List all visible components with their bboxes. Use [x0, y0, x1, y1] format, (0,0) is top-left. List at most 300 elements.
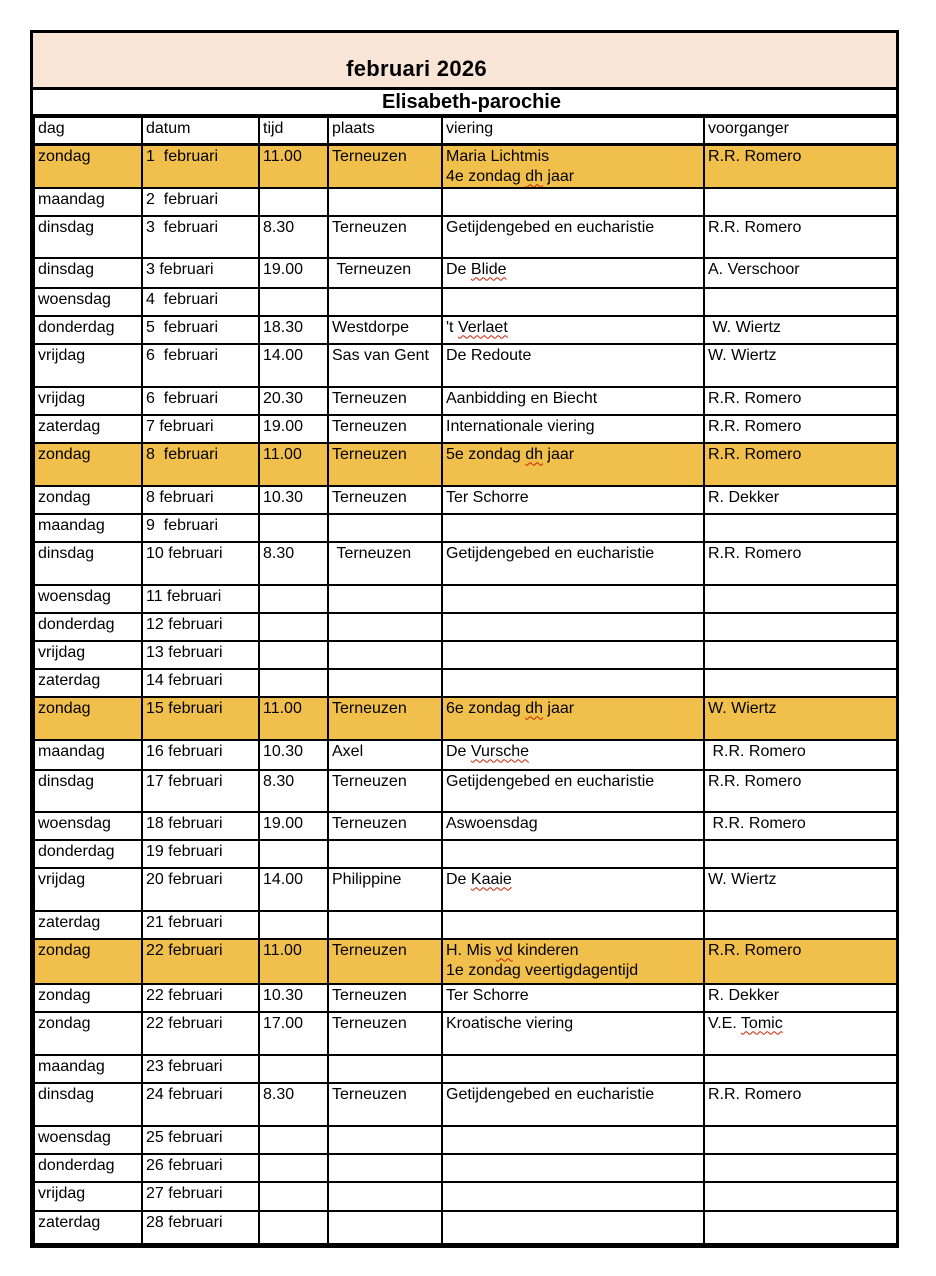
- cell-tijd: [259, 911, 328, 939]
- cell-plaats: [328, 1182, 442, 1211]
- cell-dag: zondag: [34, 144, 142, 188]
- cell-datum: 11 februari: [142, 585, 259, 613]
- cell-plaats: [328, 1055, 442, 1083]
- cell-voorganger: R.R. Romero: [704, 939, 897, 984]
- cell-datum: 6 februari: [142, 344, 259, 387]
- cell-voorganger: R. Dekker: [704, 486, 897, 514]
- cell-voorganger: R.R. Romero: [704, 415, 897, 443]
- viering-line: [446, 218, 701, 238]
- schedule-row: [34, 939, 897, 984]
- cell-dag: maandag: [34, 514, 142, 542]
- cell-dag: dinsdag: [34, 1083, 142, 1126]
- cell-voorganger: R.R. Romero: [704, 144, 897, 188]
- text-segment: jaar: [542, 445, 575, 463]
- cell-viering: [442, 144, 704, 188]
- schedule-row: [34, 443, 897, 486]
- cell-plaats: Terneuzen: [328, 984, 442, 1012]
- cell-plaats: Westdorpe: [328, 316, 442, 344]
- cell-datum: 20 februari: [142, 868, 259, 911]
- cell-datum: 23 februari: [142, 1055, 259, 1083]
- cell-viering: [442, 911, 704, 939]
- text-segment: 1e zondag veertigdagentijd: [446, 961, 639, 979]
- cell-dag: zondag: [34, 1012, 142, 1055]
- text-segment: Aswoensdag: [446, 814, 538, 832]
- cell-tijd: [259, 840, 328, 868]
- cell-dag: vrijdag: [34, 387, 142, 415]
- cell-dag: dinsdag: [34, 258, 142, 288]
- cell-datum: 13 februari: [142, 641, 259, 669]
- text-segment: Ter Schorre: [446, 488, 529, 506]
- cell-dag: donderdag: [34, 316, 142, 344]
- cell-plaats: [328, 1126, 442, 1154]
- viering-line: [446, 699, 701, 719]
- text-segment: Internationale viering: [446, 417, 595, 435]
- cell-dag: maandag: [34, 740, 142, 770]
- schedule-row: [34, 415, 897, 443]
- cell-plaats: Terneuzen: [328, 939, 442, 984]
- cell-voorganger: R.R. Romero: [704, 770, 897, 812]
- viering-line: [446, 1085, 701, 1105]
- cell-datum: 3 februari: [142, 216, 259, 258]
- text-segment: Getijdengebed en eucharistie: [446, 218, 655, 236]
- schedule-row: [34, 1012, 897, 1055]
- cell-tijd: 17.00: [259, 1012, 328, 1055]
- misspelled-word: Vursche: [470, 742, 530, 760]
- cell-plaats: Terneuzen: [328, 1083, 442, 1126]
- cell-datum: 16 februari: [142, 740, 259, 770]
- cell-viering: [442, 1083, 704, 1126]
- cell-dag: zondag: [34, 443, 142, 486]
- text-segment: jaar: [542, 699, 575, 717]
- cell-viering: [442, 1211, 704, 1244]
- column-header-plaats: plaats: [328, 117, 442, 144]
- viering-line: [446, 1014, 701, 1034]
- cell-dag: dinsdag: [34, 770, 142, 812]
- cell-dag: dinsdag: [34, 542, 142, 585]
- text-segment: 4e zondag: [446, 167, 526, 185]
- schedule-row: [34, 840, 897, 868]
- text-segment: De: [446, 870, 471, 888]
- cell-dag: maandag: [34, 188, 142, 216]
- cell-dag: woensdag: [34, 812, 142, 840]
- schedule-row: [34, 770, 897, 812]
- cell-datum: 8 februari: [142, 486, 259, 514]
- column-header-tijd: tijd: [259, 117, 328, 144]
- cell-viering: [442, 415, 704, 443]
- cell-plaats: Terneuzen: [328, 258, 442, 288]
- cell-tijd: 19.00: [259, 258, 328, 288]
- cell-dag: woensdag: [34, 1126, 142, 1154]
- cell-tijd: [259, 188, 328, 216]
- cell-datum: 22 februari: [142, 1012, 259, 1055]
- cell-plaats: Terneuzen: [328, 697, 442, 740]
- cell-voorganger: [704, 1012, 897, 1055]
- cell-dag: maandag: [34, 1055, 142, 1083]
- cell-dag: donderdag: [34, 1154, 142, 1182]
- cell-datum: 26 februari: [142, 1154, 259, 1182]
- cell-plaats: Philippine: [328, 868, 442, 911]
- cell-tijd: [259, 585, 328, 613]
- cell-viering: [442, 1055, 704, 1083]
- cell-datum: 7 februari: [142, 415, 259, 443]
- text-segment: 't: [446, 318, 458, 336]
- schedule-table: [33, 116, 898, 1245]
- text-segment: 5e zondag: [446, 445, 526, 463]
- cell-datum: 22 februari: [142, 984, 259, 1012]
- schedule-row: [34, 387, 897, 415]
- cell-plaats: Terneuzen: [328, 542, 442, 585]
- text-segment: Getijdengebed en eucharistie: [446, 772, 655, 790]
- cell-tijd: [259, 1182, 328, 1211]
- cell-plaats: [328, 1154, 442, 1182]
- cell-datum: 4 februari: [142, 288, 259, 316]
- viering-line: [446, 986, 701, 1006]
- misspelled-word: dh: [525, 167, 543, 185]
- cell-dag: vrijdag: [34, 344, 142, 387]
- cell-viering: [442, 770, 704, 812]
- cell-dag: vrijdag: [34, 641, 142, 669]
- cell-viering: [442, 443, 704, 486]
- column-header-voorganger: voorganger: [704, 117, 897, 144]
- cell-tijd: [259, 613, 328, 641]
- text-segment: Maria Lichtmis: [446, 147, 550, 165]
- cell-plaats: Terneuzen: [328, 1012, 442, 1055]
- schedule-row: [34, 316, 897, 344]
- cell-dag: zaterdag: [34, 911, 142, 939]
- viering-line: [446, 167, 701, 187]
- cell-plaats: Terneuzen: [328, 812, 442, 840]
- cell-tijd: 11.00: [259, 144, 328, 188]
- cell-viering: [442, 1182, 704, 1211]
- text-segment: Aanbidding en Biecht: [446, 389, 598, 407]
- cell-plaats: Terneuzen: [328, 770, 442, 812]
- schedule-table-body: [34, 144, 897, 1244]
- cell-viering: [442, 486, 704, 514]
- cell-datum: 15 februari: [142, 697, 259, 740]
- cell-voorganger: R.R. Romero: [704, 1083, 897, 1126]
- cell-voorganger: [704, 911, 897, 939]
- viering-line: [446, 445, 701, 465]
- text-segment: kinderen: [512, 941, 579, 959]
- cell-voorganger: W. Wiertz: [704, 868, 897, 911]
- schedule-document: [30, 30, 899, 1248]
- cell-datum: 6 februari: [142, 387, 259, 415]
- cell-viering: [442, 697, 704, 740]
- cell-tijd: [259, 1154, 328, 1182]
- cell-datum: 2 februari: [142, 188, 259, 216]
- cell-tijd: 11.00: [259, 697, 328, 740]
- schedule-row: [34, 669, 897, 697]
- cell-voorganger: R.R. Romero: [704, 740, 897, 770]
- header-row: [34, 117, 897, 144]
- cell-voorganger: W. Wiertz: [704, 697, 897, 740]
- viering-line: [446, 488, 701, 508]
- cell-plaats: [328, 669, 442, 697]
- cell-dag: dinsdag: [34, 216, 142, 258]
- cell-tijd: 11.00: [259, 939, 328, 984]
- schedule-row: [34, 641, 897, 669]
- cell-viering: [442, 288, 704, 316]
- cell-viering: [442, 641, 704, 669]
- cell-voorganger: R.R. Romero: [704, 443, 897, 486]
- cell-datum: 24 februari: [142, 1083, 259, 1126]
- cell-datum: 12 februari: [142, 613, 259, 641]
- cell-datum: 27 februari: [142, 1182, 259, 1211]
- cell-tijd: [259, 641, 328, 669]
- cell-tijd: 19.00: [259, 812, 328, 840]
- schedule-row: [34, 144, 897, 188]
- cell-tijd: [259, 288, 328, 316]
- cell-tijd: 18.30: [259, 316, 328, 344]
- cell-plaats: [328, 585, 442, 613]
- cell-plaats: Terneuzen: [328, 443, 442, 486]
- schedule-row: [34, 697, 897, 740]
- viering-line: [446, 870, 701, 890]
- cell-plaats: Terneuzen: [328, 415, 442, 443]
- schedule-row: [34, 188, 897, 216]
- cell-tijd: [259, 1126, 328, 1154]
- cell-datum: 22 februari: [142, 939, 259, 984]
- viering-line: [446, 772, 701, 792]
- cell-dag: zaterdag: [34, 1211, 142, 1244]
- cell-tijd: 8.30: [259, 216, 328, 258]
- text-segment: Ter Schorre: [446, 986, 529, 1004]
- cell-dag: vrijdag: [34, 1182, 142, 1211]
- cell-datum: 25 februari: [142, 1126, 259, 1154]
- schedule-row: [34, 868, 897, 911]
- cell-datum: 5 februari: [142, 316, 259, 344]
- cell-voorganger: W. Wiertz: [704, 316, 897, 344]
- schedule-row: [34, 216, 897, 258]
- schedule-row: [34, 613, 897, 641]
- cell-datum: 18 februari: [142, 812, 259, 840]
- schedule-row: [34, 258, 897, 288]
- text-segment: Getijdengebed en eucharistie: [446, 544, 655, 562]
- schedule-row: [34, 1126, 897, 1154]
- cell-voorganger: [704, 641, 897, 669]
- cell-plaats: [328, 641, 442, 669]
- cell-voorganger: [704, 585, 897, 613]
- cell-voorganger: [704, 1211, 897, 1244]
- schedule-row: [34, 911, 897, 939]
- cell-tijd: [259, 669, 328, 697]
- viering-line: [446, 417, 701, 437]
- cell-tijd: 19.00: [259, 415, 328, 443]
- schedule-row: [34, 1055, 897, 1083]
- month-title: februari 2026: [346, 56, 487, 81]
- text-segment: H. Mis: [446, 941, 496, 959]
- cell-voorganger: [704, 288, 897, 316]
- cell-datum: 14 februari: [142, 669, 259, 697]
- misspelled-word: vd: [495, 941, 513, 959]
- schedule-row: [34, 1211, 897, 1244]
- cell-viering: [442, 316, 704, 344]
- cell-viering: [442, 188, 704, 216]
- cell-plaats: Axel: [328, 740, 442, 770]
- cell-datum: 1 februari: [142, 144, 259, 188]
- cell-viering: [442, 1154, 704, 1182]
- cell-viering: [442, 984, 704, 1012]
- text-segment: V.E.: [708, 1014, 741, 1032]
- misspelled-word: Tomic: [740, 1014, 783, 1032]
- cell-viering: [442, 258, 704, 288]
- cell-plaats: Terneuzen: [328, 486, 442, 514]
- cell-dag: zondag: [34, 697, 142, 740]
- cell-viering: [442, 387, 704, 415]
- cell-viering: [442, 840, 704, 868]
- cell-tijd: 11.00: [259, 443, 328, 486]
- cell-tijd: 10.30: [259, 486, 328, 514]
- cell-viering: [442, 939, 704, 984]
- viering-line: [446, 346, 701, 366]
- cell-dag: zondag: [34, 984, 142, 1012]
- title-band: [33, 33, 896, 90]
- cell-dag: woensdag: [34, 585, 142, 613]
- cell-voorganger: [704, 613, 897, 641]
- cell-plaats: [328, 613, 442, 641]
- cell-plaats: [328, 911, 442, 939]
- cell-tijd: 10.30: [259, 984, 328, 1012]
- cell-voorganger: [704, 1154, 897, 1182]
- cell-datum: 3 februari: [142, 258, 259, 288]
- schedule-row: [34, 1154, 897, 1182]
- cell-tijd: 20.30: [259, 387, 328, 415]
- cell-plaats: [328, 188, 442, 216]
- cell-plaats: Terneuzen: [328, 144, 442, 188]
- cell-dag: vrijdag: [34, 868, 142, 911]
- cell-datum: 21 februari: [142, 911, 259, 939]
- column-header-viering: viering: [442, 117, 704, 144]
- schedule-row: [34, 1083, 897, 1126]
- cell-datum: 28 februari: [142, 1211, 259, 1244]
- text-segment: De Redoute: [446, 346, 532, 364]
- cell-viering: [442, 1126, 704, 1154]
- cell-dag: donderdag: [34, 840, 142, 868]
- cell-viering: [442, 216, 704, 258]
- misspelled-word: Kaaie: [470, 870, 512, 888]
- cell-voorganger: [704, 514, 897, 542]
- cell-tijd: 14.00: [259, 868, 328, 911]
- cell-viering: [442, 812, 704, 840]
- cell-plaats: Sas van Gent: [328, 344, 442, 387]
- cell-dag: donderdag: [34, 613, 142, 641]
- text-segment: 6e zondag: [446, 699, 526, 717]
- cell-plaats: Terneuzen: [328, 216, 442, 258]
- text-segment: De: [446, 260, 471, 278]
- subtitle-band: [33, 90, 896, 116]
- cell-datum: 17 februari: [142, 770, 259, 812]
- viering-line: [446, 742, 701, 762]
- viering-line: [446, 318, 701, 338]
- cell-voorganger: [704, 188, 897, 216]
- schedule-row: [34, 984, 897, 1012]
- schedule-row: [34, 344, 897, 387]
- viering-line: [446, 260, 701, 280]
- cell-plaats: [328, 1211, 442, 1244]
- schedule-row: [34, 812, 897, 840]
- viering-line: [446, 814, 701, 834]
- viering-line: [446, 544, 701, 564]
- cell-voorganger: [704, 669, 897, 697]
- cell-viering: [442, 344, 704, 387]
- cell-viering: [442, 542, 704, 585]
- schedule-row: [34, 486, 897, 514]
- viering-line: [446, 389, 701, 409]
- cell-datum: 9 februari: [142, 514, 259, 542]
- cell-tijd: 10.30: [259, 740, 328, 770]
- cell-voorganger: R.R. Romero: [704, 812, 897, 840]
- cell-datum: 19 februari: [142, 840, 259, 868]
- text-segment: Kroatische viering: [446, 1014, 574, 1032]
- cell-voorganger: [704, 840, 897, 868]
- cell-voorganger: R.R. Romero: [704, 216, 897, 258]
- cell-plaats: Terneuzen: [328, 387, 442, 415]
- cell-viering: [442, 740, 704, 770]
- cell-viering: [442, 868, 704, 911]
- cell-dag: zaterdag: [34, 415, 142, 443]
- schedule-row: [34, 585, 897, 613]
- text-segment: Getijdengebed en eucharistie: [446, 1085, 655, 1103]
- schedule-row: [34, 1182, 897, 1211]
- misspelled-word: Verlaet: [457, 318, 508, 336]
- cell-voorganger: R. Dekker: [704, 984, 897, 1012]
- cell-dag: woensdag: [34, 288, 142, 316]
- viering-line: [446, 961, 701, 981]
- cell-voorganger: [704, 1126, 897, 1154]
- cell-tijd: 8.30: [259, 1083, 328, 1126]
- schedule-row: [34, 740, 897, 770]
- cell-tijd: 8.30: [259, 770, 328, 812]
- cell-viering: [442, 1012, 704, 1055]
- cell-voorganger: R.R. Romero: [704, 387, 897, 415]
- parish-subtitle: Elisabeth-parochie: [382, 90, 561, 113]
- viering-line: [446, 941, 701, 961]
- cell-plaats: [328, 514, 442, 542]
- column-header-datum: datum: [142, 117, 259, 144]
- cell-plaats: [328, 288, 442, 316]
- schedule-row: [34, 514, 897, 542]
- misspelled-word: dh: [525, 445, 543, 463]
- text-segment: jaar: [542, 167, 575, 185]
- cell-datum: 8 februari: [142, 443, 259, 486]
- schedule-row: [34, 288, 897, 316]
- cell-plaats: [328, 840, 442, 868]
- cell-voorganger: W. Wiertz: [704, 344, 897, 387]
- cell-viering: [442, 514, 704, 542]
- cell-tijd: [259, 1211, 328, 1244]
- cell-voorganger: R.R. Romero: [704, 542, 897, 585]
- cell-voorganger: A. Verschoor: [704, 258, 897, 288]
- cell-viering: [442, 669, 704, 697]
- cell-dag: zaterdag: [34, 669, 142, 697]
- cell-voorganger: [704, 1055, 897, 1083]
- cell-tijd: [259, 1055, 328, 1083]
- cell-tijd: 8.30: [259, 542, 328, 585]
- schedule-row: [34, 542, 897, 585]
- cell-tijd: 14.00: [259, 344, 328, 387]
- text-segment: De: [446, 742, 471, 760]
- misspelled-word: dh: [525, 699, 543, 717]
- cell-dag: zondag: [34, 486, 142, 514]
- cell-dag: zondag: [34, 939, 142, 984]
- cell-viering: [442, 585, 704, 613]
- cell-datum: 10 februari: [142, 542, 259, 585]
- misspelled-word: Blide: [470, 260, 507, 278]
- column-header-dag: dag: [34, 117, 142, 144]
- viering-line: [446, 147, 701, 167]
- cell-voorganger: [704, 1182, 897, 1211]
- cell-viering: [442, 613, 704, 641]
